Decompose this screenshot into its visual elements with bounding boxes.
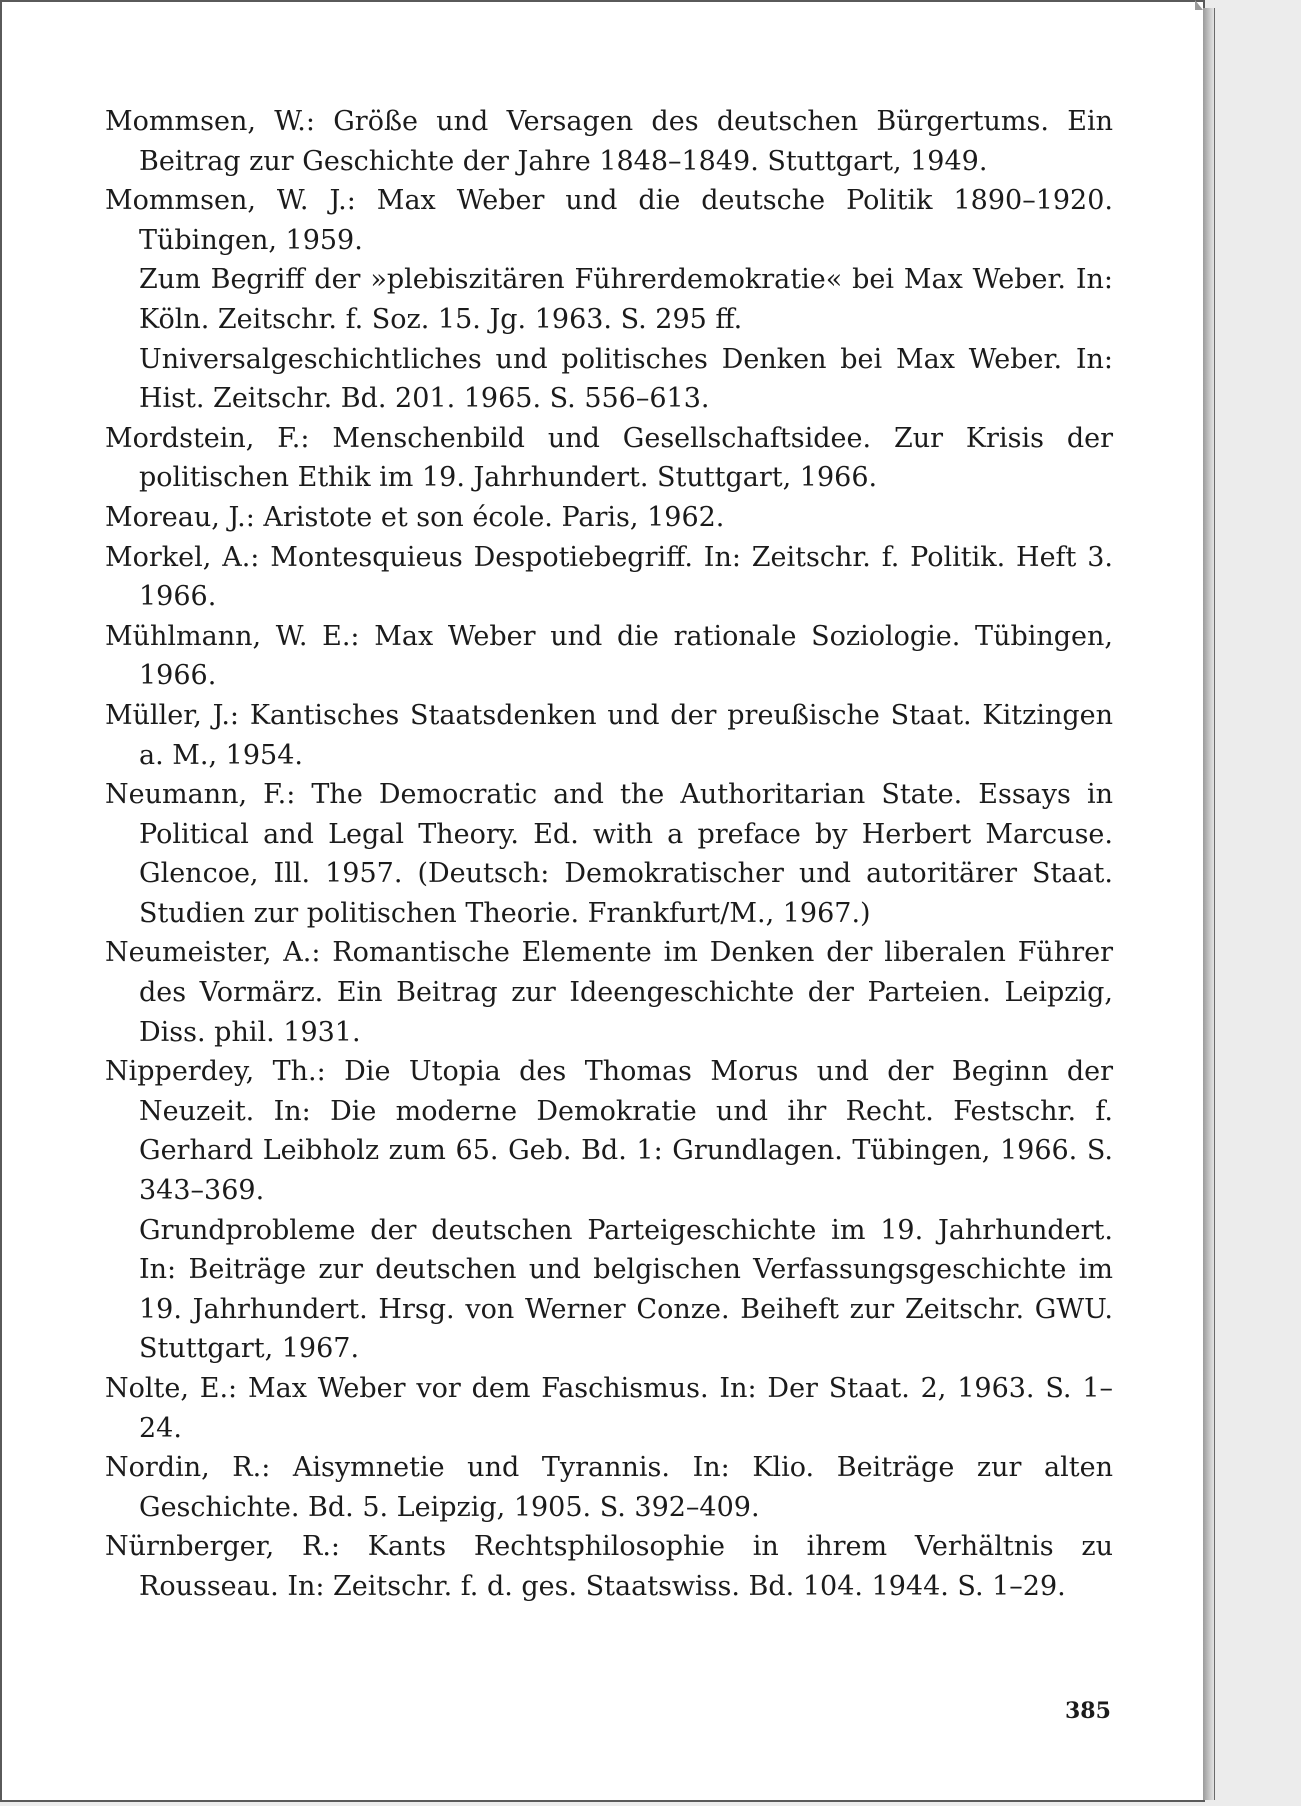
bibliography-entry: Nordin, R.: Aisymnetie und Tyrannis. In: Klio. Beiträge zur alten Geschichte. Bd. 5. Leipzig, 1905. S. 392–409.: [105, 1452, 1113, 1523]
bibliography-entry: Neumann, F.: The Democratic and the Authoritarian State. Essays in Political and Legal Theory. Ed. with a preface by Herbert Marcuse. Glencoe, Ill. 1957. (Deutsch: Demokratischer und autoritärer Staat. Studien zur politischen Theorie. Frankfurt/M., 1967.): [105, 779, 1113, 929]
page-edge-shadow: [1203, 8, 1215, 1800]
bibliography-entry: Mordstein, F.: Menschenbild und Gesellschaftsidee. Zur Krisis der politischen Ethik im 19. Jahrhundert. Stuttgart, 1966.: [105, 422, 1113, 494]
bibliography-entry: Nipperdey, Th.: Die Utopia des Thomas Morus und der Beginn der Neuzeit. In: Die moderne Demokratie und ihr Recht. Festschr. f. Gerhard Leibholz zum 65. Geb. Bd. 1: Grundlagen. Tübingen, 1966. S. 343–369.: [105, 1056, 1113, 1207]
bibliography-subentry: Zum Begriff der »plebiszitären Führerdemokratie« bei Max Weber. In: Köln. Zeitschr. f. Soz. 15. Jg. 1963. S. 295 ff.: [139, 264, 1113, 335]
bibliography-entry: Nürnberger, R.: Kants Rechtsphilosophie in ihrem Verhältnis zu Rousseau. In: Zeitschr. f. d. ges. Staatswiss. Bd. 104. 1944. S. 1–29.: [105, 1531, 1113, 1602]
bibliography-list: [105, 102, 1113, 1607]
bibliography-subentry: Universalgeschichtliches und politisches Denken bei Max Weber. In: Hist. Zeitschr. Bd. 201. 1965. S. 556–613.: [139, 343, 1113, 415]
page-curl-shadow: [1195, 0, 1203, 10]
bibliography-entry: Nolte, E.: Max Weber vor dem Faschismus. In: Der Staat. 2, 1963. S. 1–24.: [105, 1373, 1113, 1444]
bibliography-entry: Müller, J.: Kantisches Staatsdenken und der preußische Staat. Kitzingen a. M., 1954.: [105, 699, 1113, 771]
page-number: 385: [1065, 1698, 1111, 1724]
bibliography-entry: Morkel, A.: Montesquieus Despotiebegriff. In: Zeitschr. f. Politik. Heft 3. 1966.: [105, 541, 1113, 613]
bibliography-entry: Moreau, J.: Aristote et son école. Paris, 1962.: [105, 501, 725, 533]
bibliography-entry: Mommsen, W. J.: Max Weber und die deutsche Politik 1890–1920. Tübingen, 1959.: [105, 185, 1113, 256]
bibliography-entry: Mommsen, W.: Größe und Versagen des deutschen Bürgertums. Ein Beitrag zur Geschichte der Jahre 1848–1849. Stuttgart, 1949.: [105, 106, 1113, 177]
bibliography-subentry: Grundprobleme der deutschen Parteigeschichte im 19. Jahrhundert. In: Beiträge zur deutschen und belgischen Verfassungsgeschichte im 19. Jahrhundert. Hrsg. von Werner Conze. Beiheft zur Zeitschr. GWU. Stuttgart, 1967.: [139, 1214, 1113, 1365]
bibliography-entry: Neumeister, A.: Romantische Elemente im Denken der liberalen Führer des Vormärz. Ein Beitrag zur Ideengeschichte der Parteien. Leipzig, Diss. phil. 1931.: [105, 937, 1113, 1048]
bibliography-entry: Mühlmann, W. E.: Max Weber und die rationale Soziologie. Tübingen, 1966.: [105, 620, 1113, 692]
